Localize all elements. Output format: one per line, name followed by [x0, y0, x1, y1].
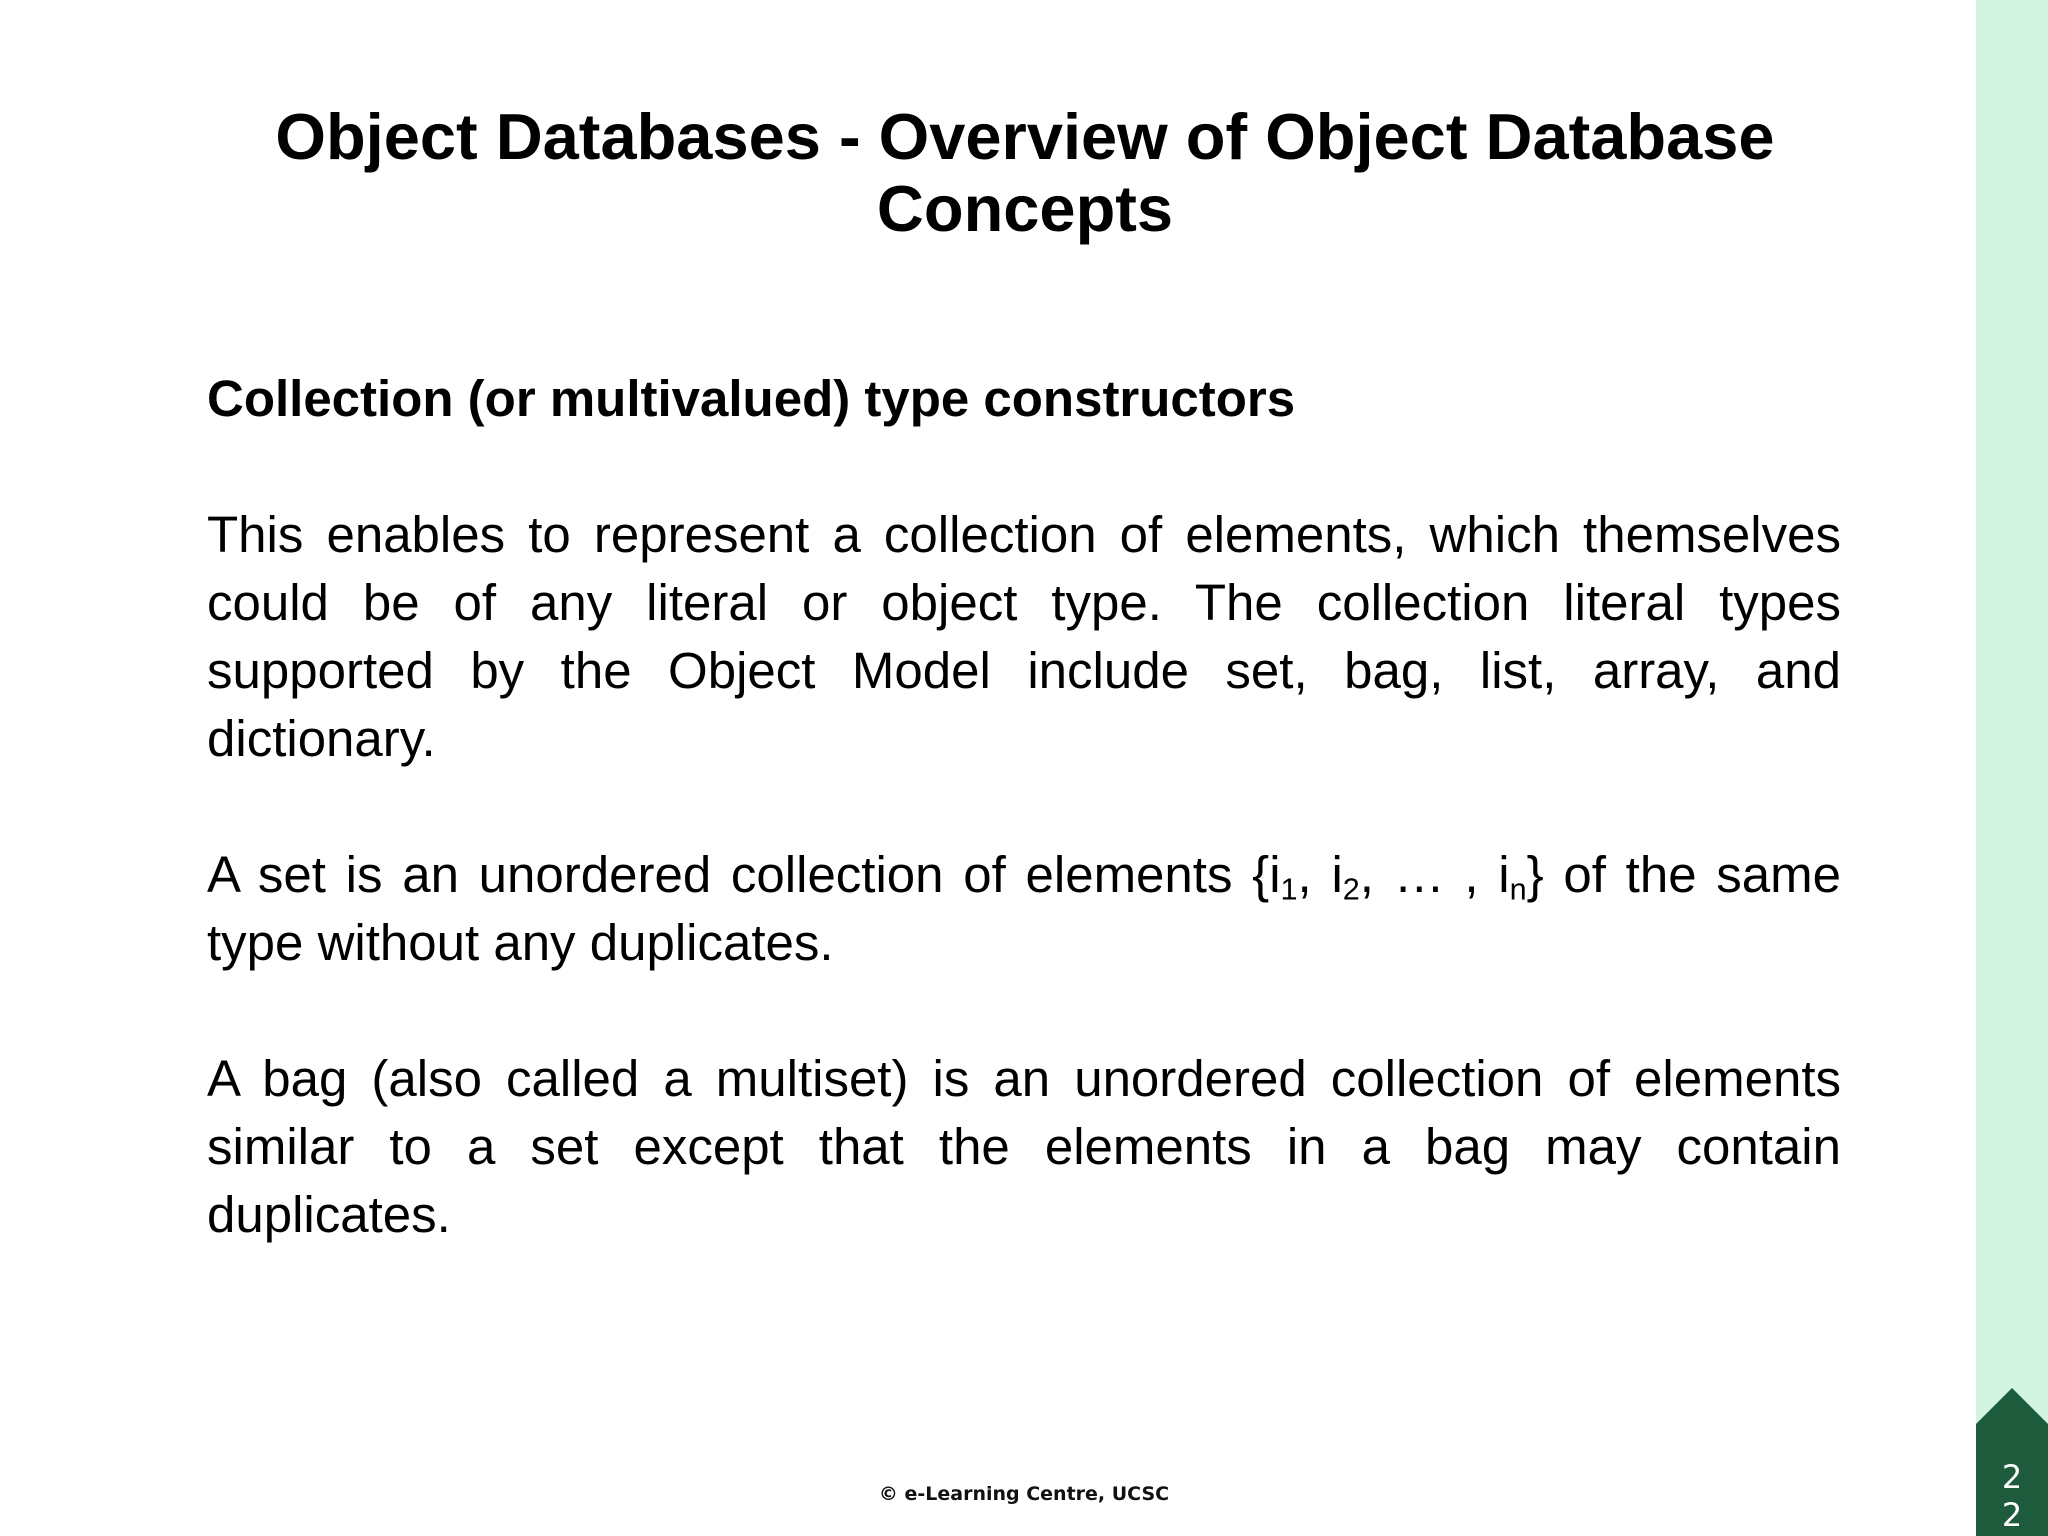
- set-text-sep-1: , i: [1297, 846, 1343, 903]
- page-number-badge: [1976, 1388, 2048, 1536]
- paragraph-collection-types: This enables to represent a collection of elements, which themselves could be of any literal or object type. The collection literal types supported by the Object Model include set, bag, list, array, and dictionary.: [207, 506, 1841, 767]
- page-number: 2 2: [2001, 1458, 2023, 1534]
- footer-copyright: © e-Learning Centre, UCSC: [878, 1483, 1170, 1505]
- slide-title: Object Databases - Overview of Object Database Concepts: [275, 100, 1775, 245]
- section-subheading: Collection (or multivalued) type constructors: [207, 370, 1296, 427]
- set-text-sep-2: , … , i: [1359, 846, 1510, 903]
- paragraph-bag-definition: A bag (also called a multiset) is an unordered collection of elements similar to a set except that the elements in a bag may contain duplicates.: [207, 1050, 1841, 1243]
- subscript-1: 1: [1280, 872, 1298, 907]
- subscript-n: n: [1509, 872, 1527, 907]
- side-band: [1976, 0, 2048, 1536]
- slide-content: [207, 365, 1841, 1249]
- set-text-before: A set is an unordered collection of elements {i: [207, 846, 1281, 903]
- paragraph-set-definition: [207, 841, 1841, 977]
- set-text-after: } of the same type without any duplicates.: [207, 846, 1841, 971]
- subscript-2: 2: [1342, 872, 1360, 907]
